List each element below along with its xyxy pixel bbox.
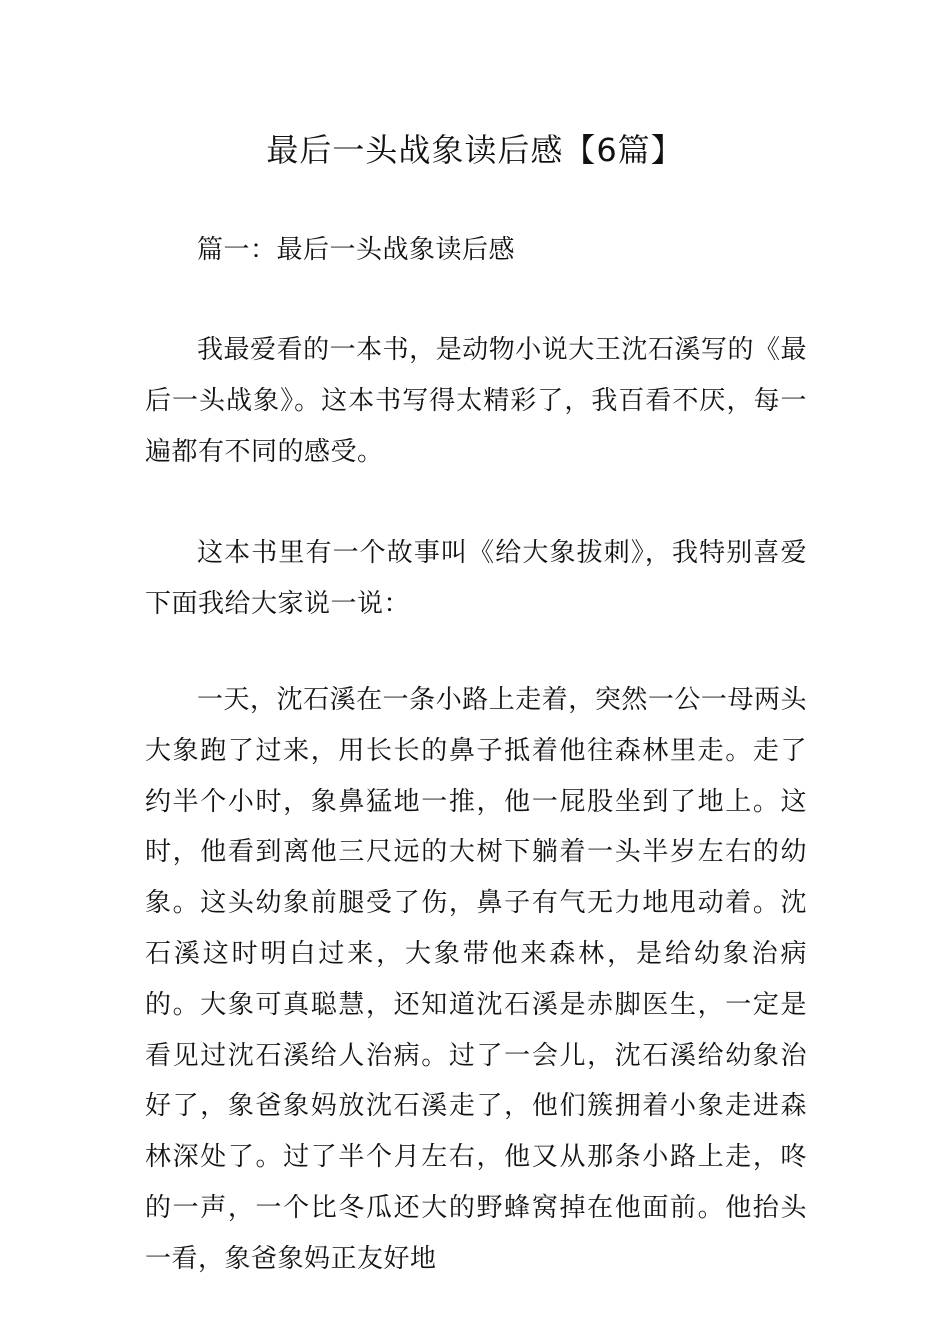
paragraph: 我最爱看的一本书，是动物小说大王沈石溪写的《最后一头战象》。这本书写得太精彩了，我百看不厌，每一遍都有不同的感受。: [145, 335, 807, 467]
section-heading: 篇一：最后一头战象读后感: [197, 235, 516, 265]
document-title: 最后一头战象读后感【6篇】: [266, 131, 684, 169]
paragraph: 这本书里有一个故事叫《给大象拔刺》，我特别喜爱下面我给大家说一说：: [145, 538, 807, 619]
paragraph: 一天，沈石溪在一条小路上走着，突然一公一母两头大象跑了过来，用长长的鼻子抵着他往森林里走。走了约半个小时，象鼻猛地一推，他一屁股坐到了地上。这时，他看到离他三尺远的大树下躺着一头半岁左右的幼象。这头幼象前腿受了伤，鼻子有气无力地甩动着。沈石溪这时明白过来，大象带他来森林，是给幼象治病的。大象可真聪慧，还知道沈石溪是赤脚医生，一定是看见过沈石溪给人治病。过了一会儿，沈石溪给幼象治好了，象爸象妈放沈石溪走了，他们簇拥着小象走进森林深处了。过了半个月左右，他又从那条小路上走，咚的一声，一个比冬瓜还大的野蜂窝掉在他面前。他抬头一看，象爸象妈正友好地: [145, 685, 807, 1274]
